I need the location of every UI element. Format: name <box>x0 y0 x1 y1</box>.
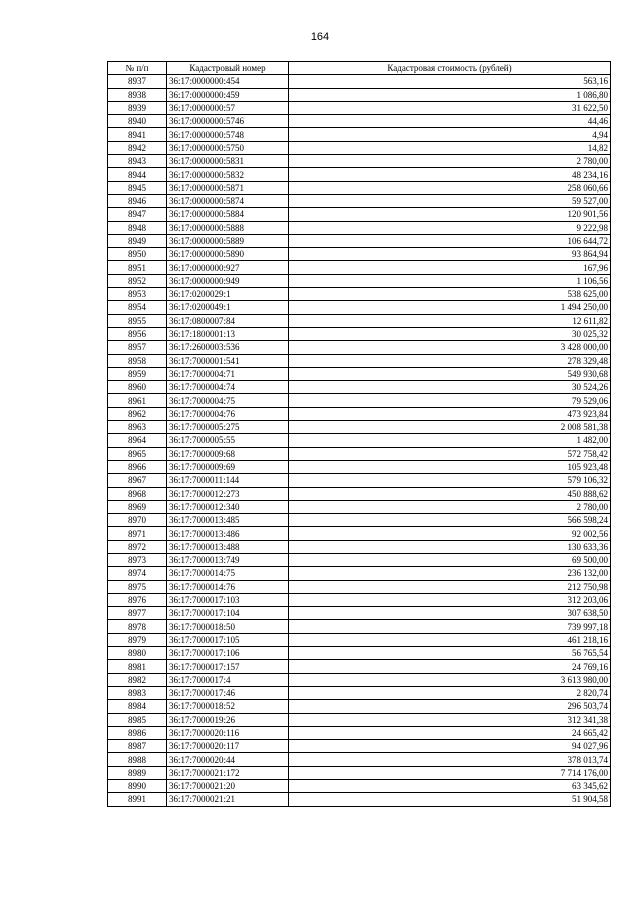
table-row <box>108 753 611 766</box>
row-index-cell: 8990 <box>108 780 167 793</box>
cadastral-number-cell: 36:17:7000004:74 <box>167 381 289 394</box>
table-row <box>108 487 611 500</box>
cadastral-number-cell: 36:17:7000021:20 <box>167 780 289 793</box>
table-row <box>108 460 611 473</box>
table-row <box>108 327 611 340</box>
row-index-cell: 8966 <box>108 460 167 473</box>
table-body <box>108 75 611 806</box>
cadastral-value-cell: 473 923,84 <box>289 407 611 420</box>
row-index-cell: 8982 <box>108 673 167 686</box>
table-row <box>108 620 611 633</box>
row-index-cell: 8959 <box>108 367 167 380</box>
row-index-cell: 8969 <box>108 500 167 513</box>
cadastral-value-cell: 212 750,98 <box>289 580 611 593</box>
cadastral-number-cell: 36:17:7000011:144 <box>167 474 289 487</box>
cadastral-value-cell: 30 025,32 <box>289 327 611 340</box>
cadastral-value-cell: 450 888,62 <box>289 487 611 500</box>
cadastral-number-cell: 36:17:7000017:157 <box>167 660 289 673</box>
cadastral-number-cell: 36:17:7000020:117 <box>167 740 289 753</box>
row-index-cell: 8981 <box>108 660 167 673</box>
row-index-cell: 8968 <box>108 487 167 500</box>
row-index-cell: 8989 <box>108 766 167 779</box>
cadastral-value-cell: 92 002,56 <box>289 527 611 540</box>
cadastral-value-cell: 130 633,36 <box>289 540 611 553</box>
table-row <box>108 221 611 234</box>
cadastral-number-cell: 36:17:0000000:57 <box>167 101 289 114</box>
cadastral-number-cell: 36:17:0000000:5831 <box>167 155 289 168</box>
cadastral-value-cell: 549 930,68 <box>289 367 611 380</box>
cadastral-value-cell: 44,46 <box>289 115 611 128</box>
table-row <box>108 394 611 407</box>
cadastral-value-cell: 56 765,54 <box>289 647 611 660</box>
cadastral-value-cell: 1 482,00 <box>289 434 611 447</box>
cadastral-value-cell: 307 638,50 <box>289 607 611 620</box>
table-row <box>108 647 611 660</box>
cadastral-value-cell: 14,82 <box>289 141 611 154</box>
table-row <box>108 141 611 154</box>
row-index-cell: 8939 <box>108 101 167 114</box>
cadastral-number-cell: 36:17:7000017:104 <box>167 607 289 620</box>
cadastral-number-cell: 36:17:0000000:459 <box>167 88 289 101</box>
table-row <box>108 553 611 566</box>
cadastral-value-cell: 59 527,00 <box>289 194 611 207</box>
table-row <box>108 514 611 527</box>
row-index-cell: 8944 <box>108 168 167 181</box>
cadastral-value-cell: 296 503,74 <box>289 700 611 713</box>
table-row <box>108 793 611 806</box>
table-row <box>108 301 611 314</box>
row-index-cell: 8967 <box>108 474 167 487</box>
cadastral-value-cell: 2 008 581,38 <box>289 421 611 434</box>
row-index-cell: 8965 <box>108 447 167 460</box>
table-row <box>108 261 611 274</box>
table-row <box>108 607 611 620</box>
row-index-cell: 8949 <box>108 234 167 247</box>
table-row <box>108 128 611 141</box>
cadastral-value-cell: 312 203,06 <box>289 593 611 606</box>
row-index-cell: 8953 <box>108 288 167 301</box>
cadastral-number-cell: 36:17:7000021:172 <box>167 766 289 779</box>
cadastral-value-cell: 30 524,26 <box>289 381 611 394</box>
cadastral-number-cell: 36:17:7000012:273 <box>167 487 289 500</box>
cadastral-number-cell: 36:17:7000005:55 <box>167 434 289 447</box>
cadastral-value-cell: 3 428 000,00 <box>289 341 611 354</box>
cadastral-number-cell: 36:17:0000000:5832 <box>167 168 289 181</box>
cadastral-number-cell: 36:17:0000000:5871 <box>167 181 289 194</box>
row-index-cell: 8980 <box>108 647 167 660</box>
table-row <box>108 194 611 207</box>
cadastral-value-cell: 9 222,98 <box>289 221 611 234</box>
table-row <box>108 407 611 420</box>
row-index-cell: 8960 <box>108 381 167 394</box>
row-index-cell: 8963 <box>108 421 167 434</box>
cadastral-value-cell: 1 494 250,00 <box>289 301 611 314</box>
row-index-cell: 8961 <box>108 394 167 407</box>
cadastral-value-cell: 120 901,56 <box>289 208 611 221</box>
table-row <box>108 780 611 793</box>
cadastral-number-cell: 36:17:7000004:75 <box>167 394 289 407</box>
column-header-cadastral-number: Кадастровый номер <box>167 62 289 75</box>
row-index-cell: 8940 <box>108 115 167 128</box>
table-row <box>108 540 611 553</box>
row-index-cell: 8948 <box>108 221 167 234</box>
cadastral-number-cell: 36:17:0000000:5748 <box>167 128 289 141</box>
cadastral-value-cell: 79 529,06 <box>289 394 611 407</box>
row-index-cell: 8991 <box>108 793 167 806</box>
cadastral-number-cell: 36:17:7000017:46 <box>167 686 289 699</box>
cadastral-number-cell: 36:17:7000017:103 <box>167 593 289 606</box>
cadastral-value-cell: 1 086,80 <box>289 88 611 101</box>
cadastral-number-cell: 36:17:7000009:68 <box>167 447 289 460</box>
cadastral-number-cell: 36:17:7000020:44 <box>167 753 289 766</box>
row-index-cell: 8983 <box>108 686 167 699</box>
cadastral-number-cell: 36:17:7000004:76 <box>167 407 289 420</box>
cadastral-number-cell: 36:17:0000000:5888 <box>167 221 289 234</box>
row-index-cell: 8947 <box>108 208 167 221</box>
cadastral-number-cell: 36:17:0000000:5750 <box>167 141 289 154</box>
cadastral-number-cell: 36:17:0000000:5890 <box>167 248 289 261</box>
table-row <box>108 447 611 460</box>
cadastral-value-cell: 739 997,18 <box>289 620 611 633</box>
row-index-cell: 8977 <box>108 607 167 620</box>
row-index-cell: 8943 <box>108 155 167 168</box>
cadastral-number-cell: 36:17:2600003:536 <box>167 341 289 354</box>
cadastral-value-cell: 378 013,74 <box>289 753 611 766</box>
row-index-cell: 8951 <box>108 261 167 274</box>
table-row <box>108 700 611 713</box>
cadastral-number-cell: 36:17:7000014:75 <box>167 567 289 580</box>
table-row <box>108 633 611 646</box>
table-row <box>108 660 611 673</box>
cadastral-number-cell: 36:17:7000009:69 <box>167 460 289 473</box>
row-index-cell: 8978 <box>108 620 167 633</box>
table-row <box>108 500 611 513</box>
cadastral-value-cell: 2 820,74 <box>289 686 611 699</box>
page-number: 164 <box>310 31 330 43</box>
cadastral-value-cell: 106 644,72 <box>289 234 611 247</box>
table-row <box>108 527 611 540</box>
cadastral-number-cell: 36:17:0000000:949 <box>167 274 289 287</box>
cadastral-number-cell: 36:17:7000018:50 <box>167 620 289 633</box>
cadastral-value-cell: 258 060,66 <box>289 181 611 194</box>
row-index-cell: 8950 <box>108 248 167 261</box>
table-header-row <box>108 62 611 75</box>
cadastral-number-cell: 36:17:0000000:5746 <box>167 115 289 128</box>
cadastral-value-cell: 51 904,58 <box>289 793 611 806</box>
cadastral-value-cell: 3 613 980,00 <box>289 673 611 686</box>
table-row <box>108 421 611 434</box>
table-row <box>108 75 611 88</box>
cadastral-value-cell: 105 923,48 <box>289 460 611 473</box>
row-index-cell: 8988 <box>108 753 167 766</box>
table-row <box>108 155 611 168</box>
row-index-cell: 8945 <box>108 181 167 194</box>
table-row <box>108 234 611 247</box>
cadastral-number-cell: 36:17:7000012:340 <box>167 500 289 513</box>
row-index-cell: 8971 <box>108 527 167 540</box>
table-row <box>108 686 611 699</box>
table-row <box>108 101 611 114</box>
cadastral-value-cell: 566 598,24 <box>289 514 611 527</box>
cadastral-number-cell: 36:17:7000021:21 <box>167 793 289 806</box>
cadastral-value-cell: 579 106,32 <box>289 474 611 487</box>
table-row <box>108 88 611 101</box>
table-row <box>108 381 611 394</box>
cadastral-value-cell: 63 345,62 <box>289 780 611 793</box>
row-index-cell: 8938 <box>108 88 167 101</box>
table-row <box>108 740 611 753</box>
cadastral-value-cell: 24 665,42 <box>289 726 611 739</box>
cadastral-value-cell: 563,16 <box>289 75 611 88</box>
table-row <box>108 288 611 301</box>
row-index-cell: 8984 <box>108 700 167 713</box>
row-index-cell: 8986 <box>108 726 167 739</box>
table-row <box>108 726 611 739</box>
row-index-cell: 8957 <box>108 341 167 354</box>
row-index-cell: 8972 <box>108 540 167 553</box>
cadastral-number-cell: 36:17:0000000:5889 <box>167 234 289 247</box>
row-index-cell: 8955 <box>108 314 167 327</box>
table-row <box>108 168 611 181</box>
table-row <box>108 181 611 194</box>
cadastral-value-cell: 2 780,00 <box>289 500 611 513</box>
cadastral-number-cell: 36:17:7000013:488 <box>167 540 289 553</box>
table-row <box>108 766 611 779</box>
table-row <box>108 115 611 128</box>
table-row <box>108 434 611 447</box>
row-index-cell: 8964 <box>108 434 167 447</box>
table-row <box>108 474 611 487</box>
column-header-cadastral-value: Кадастровая стоимость (рублей) <box>289 62 611 75</box>
cadastral-value-cell: 2 780,00 <box>289 155 611 168</box>
table-row <box>108 248 611 261</box>
cadastral-value-cell: 93 864,94 <box>289 248 611 261</box>
cadastral-number-cell: 36:17:0800007:84 <box>167 314 289 327</box>
cadastral-value-cell: 48 234,16 <box>289 168 611 181</box>
row-index-cell: 8970 <box>108 514 167 527</box>
cadastral-value-cell: 312 341,38 <box>289 713 611 726</box>
cadastral-number-cell: 36:17:7000020:116 <box>167 726 289 739</box>
table-row <box>108 208 611 221</box>
cadastral-value-cell: 69 500,00 <box>289 553 611 566</box>
cadastral-number-cell: 36:17:7000004:71 <box>167 367 289 380</box>
row-index-cell: 8937 <box>108 75 167 88</box>
cadastral-number-cell: 36:17:7000001:541 <box>167 354 289 367</box>
cadastral-value-cell: 1 106,56 <box>289 274 611 287</box>
cadastral-value-cell: 461 218,16 <box>289 633 611 646</box>
table-row <box>108 341 611 354</box>
row-index-cell: 8952 <box>108 274 167 287</box>
cadastral-number-cell: 36:17:7000019:26 <box>167 713 289 726</box>
table-row <box>108 274 611 287</box>
table-row <box>108 567 611 580</box>
cadastral-number-cell: 36:17:7000005:275 <box>167 421 289 434</box>
cadastral-number-cell: 36:17:7000018:52 <box>167 700 289 713</box>
cadastral-number-cell: 36:17:0000000:5884 <box>167 208 289 221</box>
row-index-cell: 8941 <box>108 128 167 141</box>
row-index-cell: 8958 <box>108 354 167 367</box>
table-row <box>108 713 611 726</box>
row-index-cell: 8976 <box>108 593 167 606</box>
row-index-cell: 8942 <box>108 141 167 154</box>
table-row <box>108 367 611 380</box>
column-header-index: № п/п <box>108 62 167 75</box>
cadastral-number-cell: 36:17:7000013:486 <box>167 527 289 540</box>
table-row <box>108 673 611 686</box>
row-index-cell: 8979 <box>108 633 167 646</box>
cadastral-value-table <box>107 61 611 807</box>
cadastral-value-cell: 7 714 176,00 <box>289 766 611 779</box>
row-index-cell: 8946 <box>108 194 167 207</box>
cadastral-value-cell: 236 132,00 <box>289 567 611 580</box>
cadastral-value-cell: 12 611,82 <box>289 314 611 327</box>
cadastral-value-cell: 572 758,42 <box>289 447 611 460</box>
row-index-cell: 8956 <box>108 327 167 340</box>
cadastral-value-cell: 4,94 <box>289 128 611 141</box>
row-index-cell: 8985 <box>108 713 167 726</box>
cadastral-value-cell: 94 027,96 <box>289 740 611 753</box>
row-index-cell: 8954 <box>108 301 167 314</box>
table-row <box>108 354 611 367</box>
table-row <box>108 593 611 606</box>
cadastral-number-cell: 36:17:0200029:1 <box>167 288 289 301</box>
cadastral-value-cell: 278 329,48 <box>289 354 611 367</box>
row-index-cell: 8973 <box>108 553 167 566</box>
cadastral-value-cell: 538 625,00 <box>289 288 611 301</box>
cadastral-number-cell: 36:17:0200049:1 <box>167 301 289 314</box>
row-index-cell: 8974 <box>108 567 167 580</box>
cadastral-number-cell: 36:17:0000000:454 <box>167 75 289 88</box>
cadastral-number-cell: 36:17:7000014:76 <box>167 580 289 593</box>
cadastral-number-cell: 36:17:7000017:4 <box>167 673 289 686</box>
cadastral-value-cell: 167,96 <box>289 261 611 274</box>
cadastral-number-cell: 36:17:7000013:485 <box>167 514 289 527</box>
cadastral-number-cell: 36:17:7000017:106 <box>167 647 289 660</box>
row-index-cell: 8962 <box>108 407 167 420</box>
cadastral-value-cell: 31 622,50 <box>289 101 611 114</box>
cadastral-number-cell: 36:17:7000017:105 <box>167 633 289 646</box>
row-index-cell: 8975 <box>108 580 167 593</box>
cadastral-number-cell: 36:17:0000000:927 <box>167 261 289 274</box>
cadastral-number-cell: 36:17:0000000:5874 <box>167 194 289 207</box>
table-row <box>108 580 611 593</box>
row-index-cell: 8987 <box>108 740 167 753</box>
table-row <box>108 314 611 327</box>
cadastral-number-cell: 36:17:7000013:749 <box>167 553 289 566</box>
cadastral-number-cell: 36:17:1800001:13 <box>167 327 289 340</box>
cadastral-value-cell: 24 769,16 <box>289 660 611 673</box>
